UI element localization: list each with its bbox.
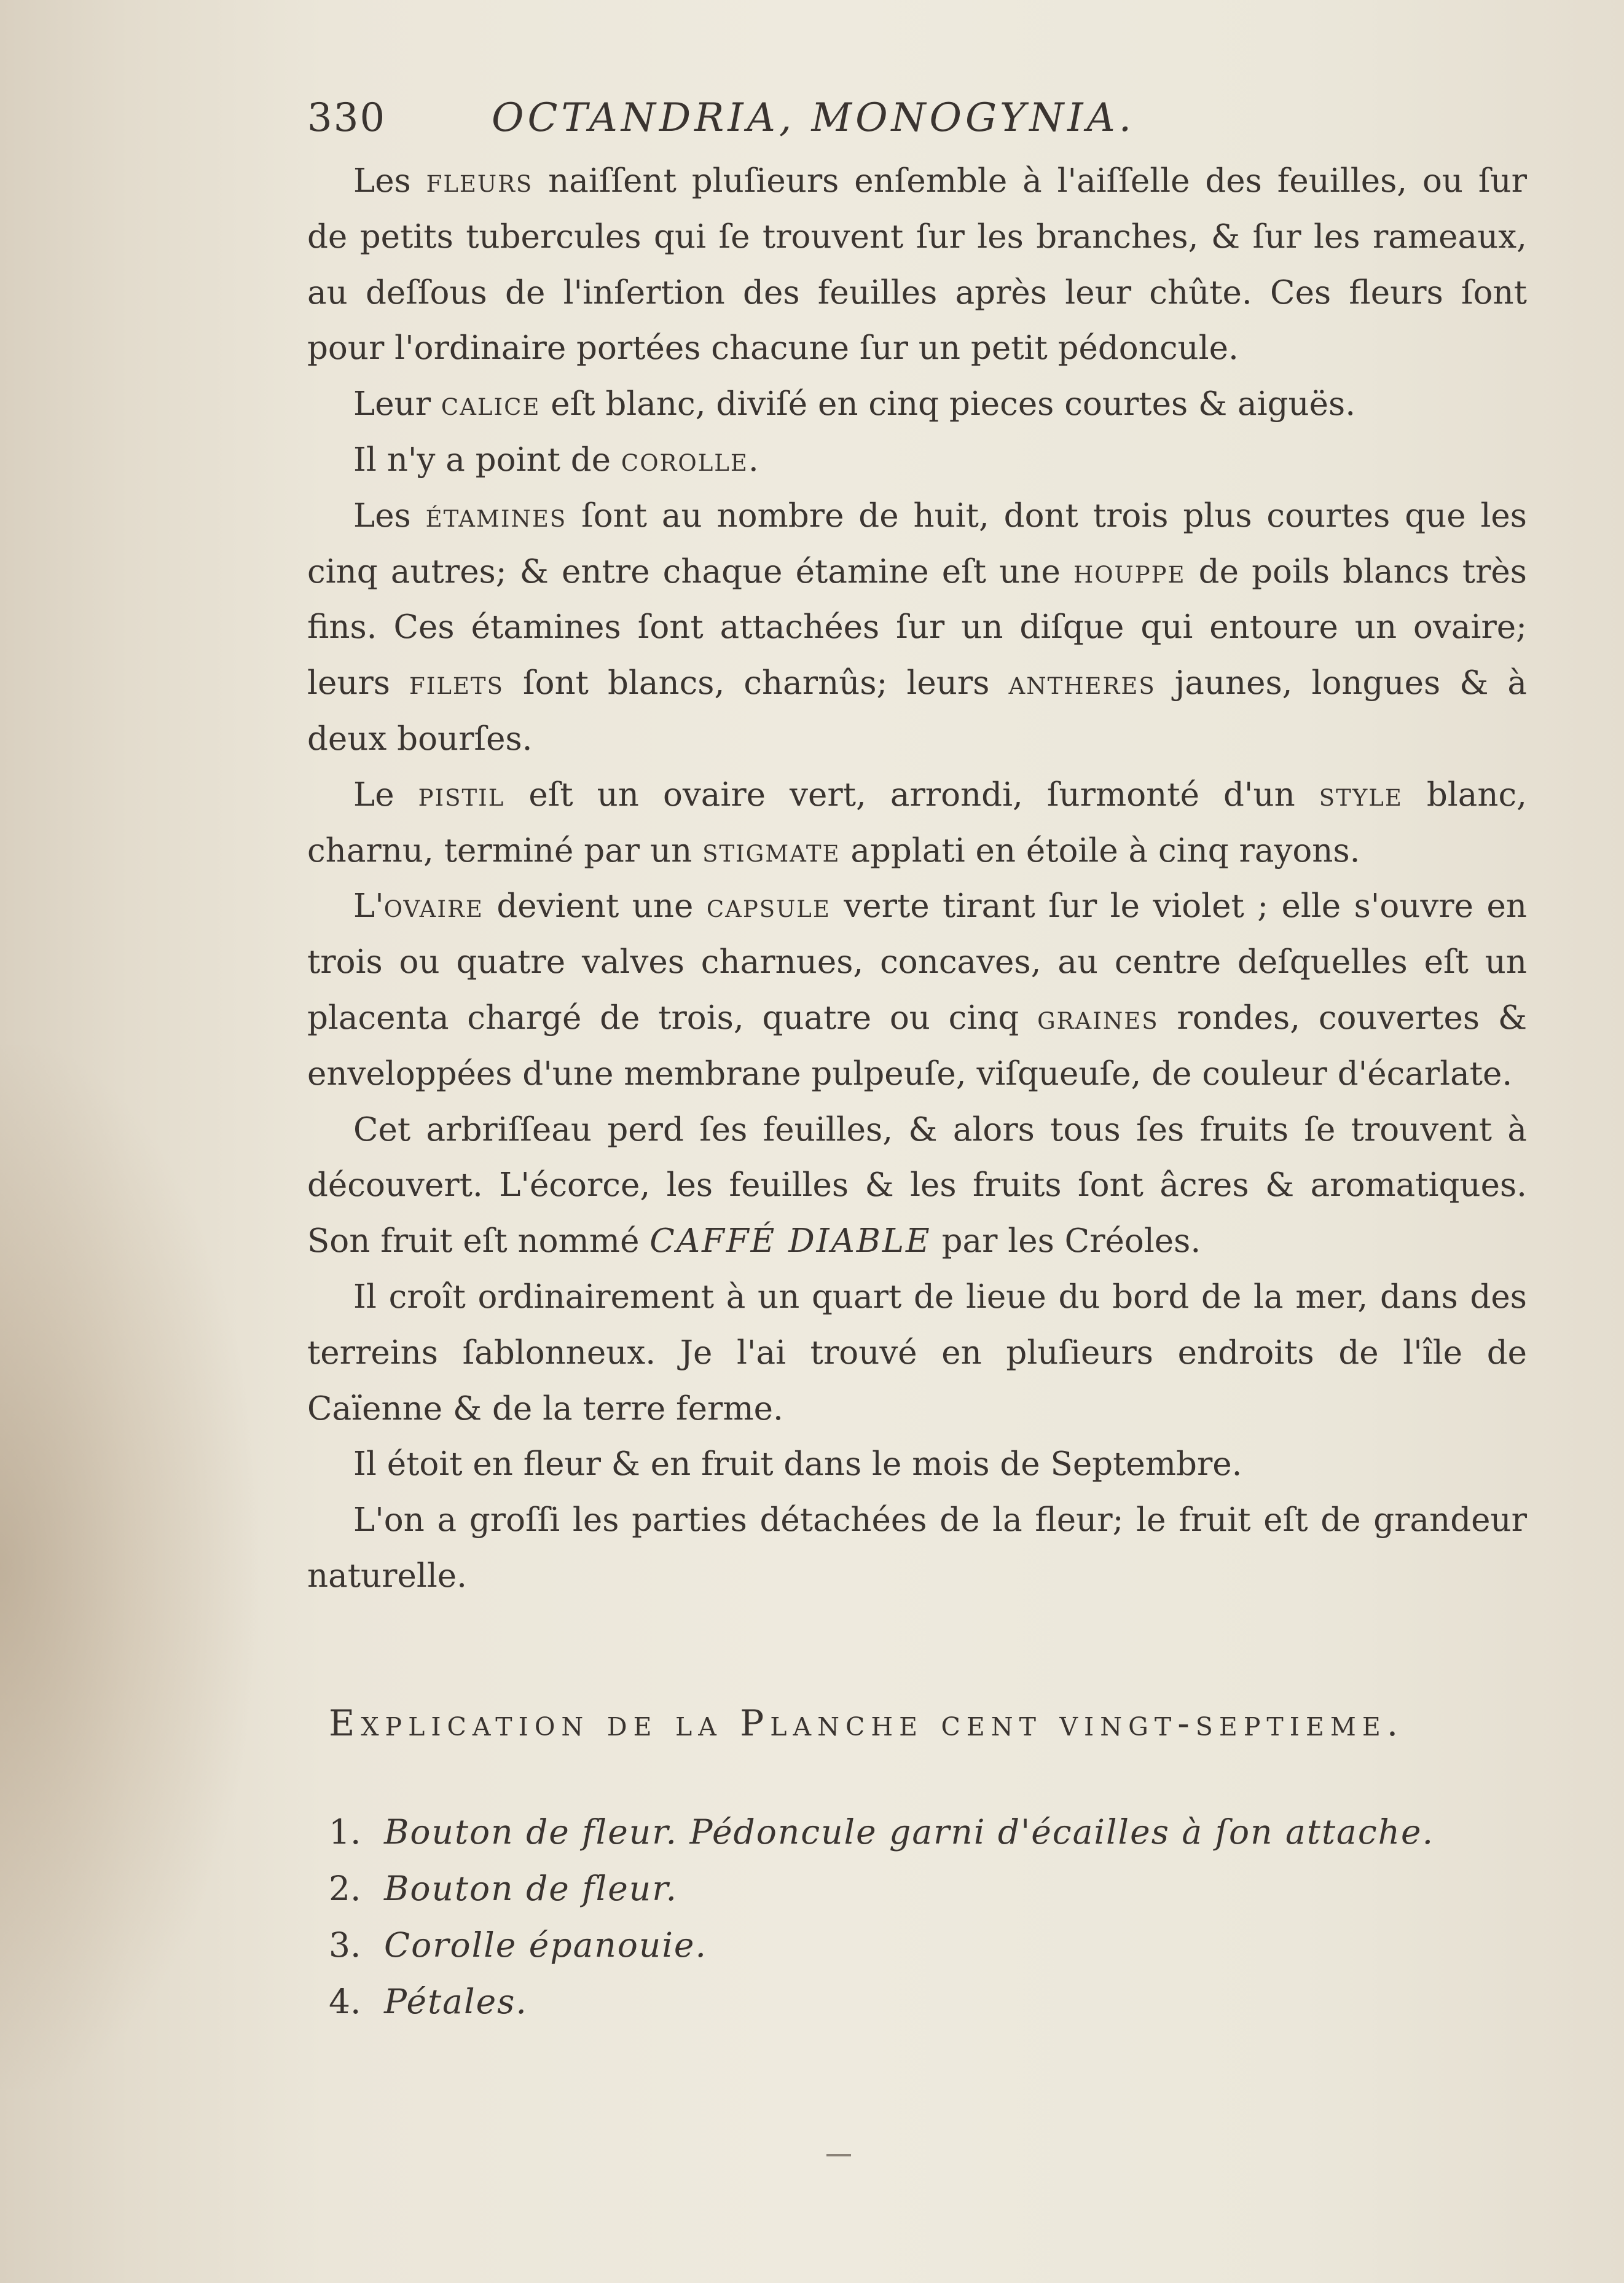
paragraph-stamens: Les étamines ſont au nombre de huit, dont trois plus courtes que les cinq autres; & entre chaque étamine eſt une houppe de poils blancs très fins. Ces étamines ſont attachées ſur un diſque qui entoure un ovaire; leurs filets ſont blancs, charnûs; leurs antheres jaunes, longues & à deux bourſes. <box>307 497 1528 758</box>
plate-item <box>329 1973 1496 2030</box>
plate-item-number: 4. <box>329 1982 361 2021</box>
paragraph-flowering: Il étoit en fleur & en fruit dans le mois de Septembre. <box>353 1445 1242 1483</box>
paragraph-ovary: L'ovaire devient une capsule verte tirant ſur le violet ; elle s'ouvre en trois ou quatre valves charnues, concaves, au centre deſquelles eſt un placenta chargé de trois, quatre ou cinq graines rondes, couvertes & enveloppées d'une membrane pulpeuſe, viſqueuſe, de couleur d'écarlate. <box>307 887 1527 1093</box>
plate-item-description: Bouton de fleur. <box>384 1869 678 1908</box>
paragraph-enlarged: L'on a groſſi les parties détachées de la fleur; le fruit eſt de grandeur naturelle. <box>307 1501 1527 1595</box>
running-title: OCTANDRIA, MONOGYNIA. <box>492 95 1136 141</box>
page-shadow <box>0 1045 258 2089</box>
paragraph-corolla: Il n'y a point de corolle. <box>353 441 759 479</box>
plate-heading: Explication de la Planche cent vingt-septieme. <box>329 1702 1405 1744</box>
plate-item-number: 3. <box>329 1925 361 1965</box>
plate-list <box>329 1804 1496 2030</box>
ink-mark <box>826 2154 851 2156</box>
page-number: 330 <box>307 95 386 141</box>
plate-item <box>329 1917 1496 1973</box>
plate-item-number: 1. <box>329 1812 361 1852</box>
paragraph-calyx: Leur calice eſt blanc, diviſé en cinq pieces courtes & aiguës. <box>353 385 1356 423</box>
page-header <box>307 95 1352 157</box>
plate-item-description: Bouton de fleur. Pédoncule garni d'écailles à ſon attache. <box>384 1812 1435 1852</box>
paragraph-habitat: Il croît ordinairement à un quart de lieue du bord de la mer, dans des terreins ſablonneux. Je l'ai trouvé en pluſieurs endroits de l'île de Caïenne & de la terre ferme. <box>307 1278 1527 1428</box>
plate-item <box>329 1804 1496 1860</box>
paragraph-flowers: Les fleurs naiſſent pluſieurs enſemble à l'aiſſelle des feuilles, ou ſur de petits tubercules qui ſe trouvent ſur les branches, & ſur les rameaux, au deſſous de l'inſertion des feuilles après leur chûte. Ces fleurs ſont pour l'ordinaire portées chacune ſur un petit pédoncule. <box>307 162 1527 367</box>
paragraph-pistil: Le pistil eſt un ovaire vert, arrondi, ſurmonté d'un style blanc, charnu, terminé par un stigmate applati en étoile à cinq rayons. <box>307 776 1527 870</box>
plate-item-description: Corolle épanouie. <box>384 1925 707 1965</box>
plate-item <box>329 1860 1496 1917</box>
plate-item-number: 2. <box>329 1869 361 1908</box>
paragraph-shrub: Cet arbriſſeau perd ſes feuilles, & alors tous ſes fruits ſe trouvent à découvert. L'écorce, les feuilles & les fruits ſont âcres & aromatiques. Son fruit eſt nommé CAFFÉ DIABLE par les Créoles. <box>307 1110 1527 1260</box>
plate-item-description: Pétales. <box>384 1982 528 2021</box>
main-text <box>307 154 1527 1605</box>
